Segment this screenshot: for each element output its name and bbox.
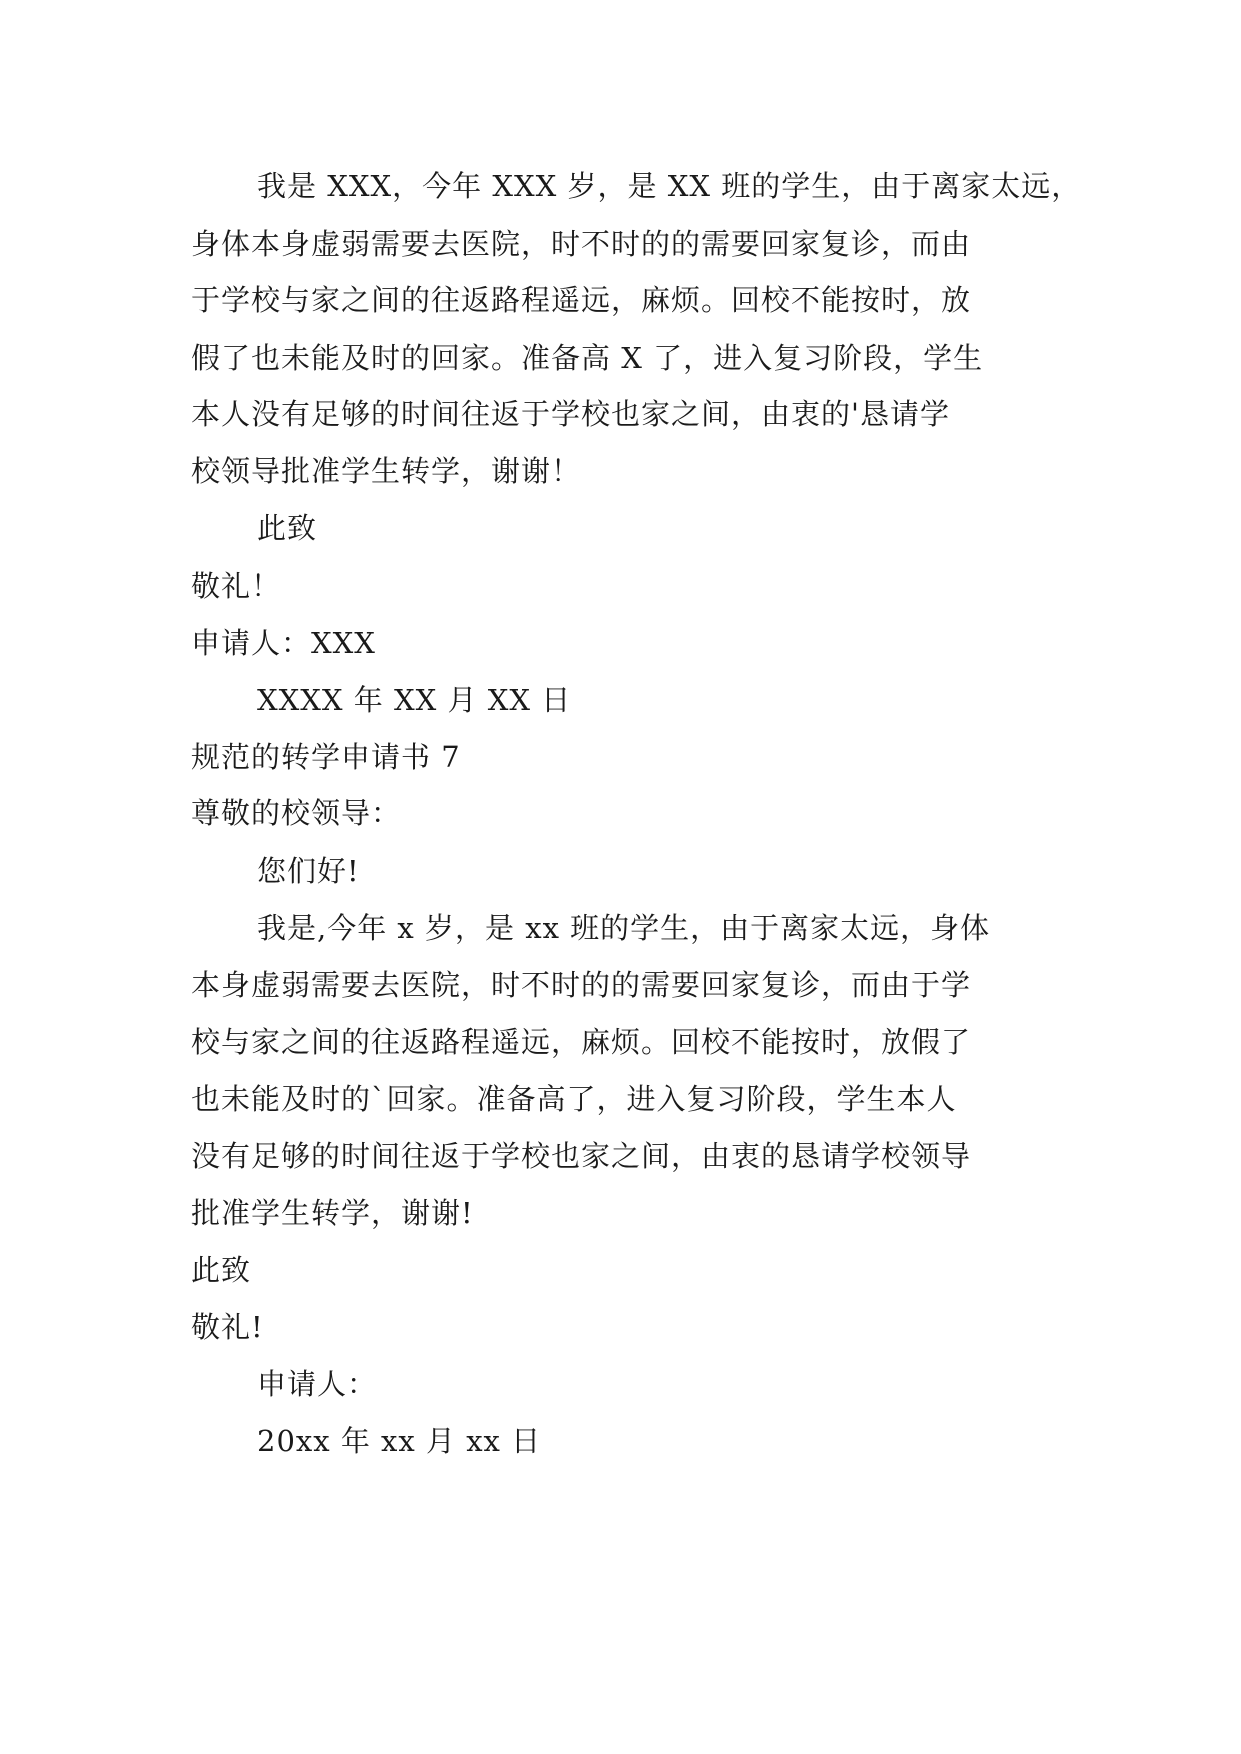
letter1-salute: 敬礼！ xyxy=(191,569,282,603)
letter2-body-line: 本身虚弱需要去医院，时不时的的需要回家复诊，而由于学 xyxy=(191,968,972,1002)
letter2-date: 20xx 年 xx 月 xx 日 xyxy=(257,1424,542,1458)
letter1-body-line: 假了也未能及时的回家。准备高 X 了，进入复习阶段，学生 xyxy=(191,341,984,375)
letter2-salute: 敬礼! xyxy=(191,1310,264,1344)
letter1-closing: 此致 xyxy=(257,511,318,545)
letter2-addressee: 尊敬的校领导： xyxy=(191,796,402,830)
letter1-body-line: 校领导批准学生转学，谢谢！ xyxy=(191,454,582,488)
letter1-body-line: 我是 XXX，今年 XXX 岁，是 XX 班的学生，由于离家太远， xyxy=(257,169,1082,203)
letter1-body-line: 身体本身虚弱需要去医院，时不时的的需要回家复诊，而由 xyxy=(191,227,972,261)
letter1-body-line: 本人没有足够的时间往返于学校也家之间，由衷的'恳请学 xyxy=(191,397,950,431)
letter2-body-line: 也未能及时的`回家。准备高了，进入复习阶段，学生本人 xyxy=(191,1082,957,1116)
letter2-title: 规范的转学申请书 7 xyxy=(191,740,461,774)
letter1-applicant: 申请人：XXX xyxy=(191,626,376,660)
letter2-greeting: 您们好! xyxy=(257,854,360,888)
letter2-body-line: 批准学生转学，谢谢! xyxy=(191,1196,474,1230)
letter2-closing: 此致 xyxy=(191,1253,252,1287)
letter2-body-line: 没有足够的时间往返于学校也家之间，由衷的恳请学校领导 xyxy=(191,1139,972,1173)
letter2-applicant: 申请人： xyxy=(257,1367,378,1401)
letter1-date: XXXX 年 XX 月 XX 日 xyxy=(257,683,572,717)
letter2-body-line: 校与家之间的往返路程遥远，麻烦。回校不能按时，放假了 xyxy=(191,1025,972,1059)
letter2-body-line: 我是,今年 x 岁，是 xx 班的学生，由于离家太远，身体 xyxy=(257,911,991,945)
letter1-body-line: 于学校与家之间的往返路程遥远，麻烦。回校不能按时，放 xyxy=(191,283,972,317)
